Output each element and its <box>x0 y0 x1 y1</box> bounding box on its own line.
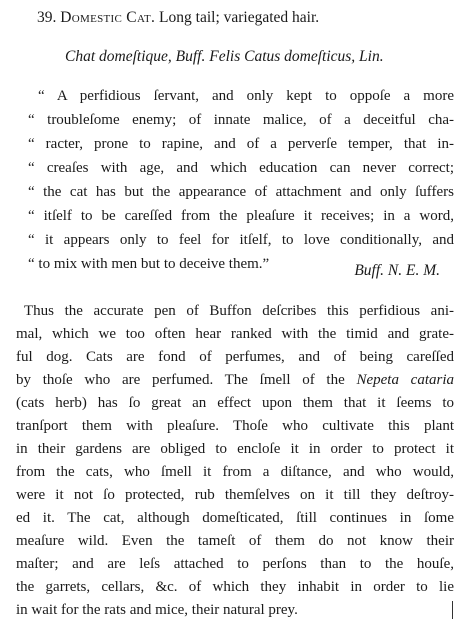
quote-line: “ the cat has but the appearance of attachment and only ſuffers <box>28 184 454 200</box>
entry-number: 39. <box>37 9 57 26</box>
quote-line: “ itſelf to be careſſed from the pleaſure it receives; in a word, <box>28 208 454 224</box>
plant-name: Nepeta cataria <box>356 372 454 388</box>
body-line: ed it. The cat, although domeſticated, ſtill continues in ſome <box>16 510 454 526</box>
body-line: (cats herb) has ſo great an effect upon them that it ſeems to <box>16 395 454 411</box>
body-line: mal, which we too often hear ranked with the timid and grate- <box>16 326 454 342</box>
body-line: were it not ſo protected, rub themſelves on it till they deſtroy- <box>16 487 454 503</box>
quote-line: “ creaſes with age, and which education can never correct; <box>28 160 454 176</box>
quote-line: “ racter, prone to rapine, and of a perverſe temper, that in- <box>28 136 454 152</box>
quote-line: “ to mix with men but to deceive them.” <box>28 256 270 272</box>
body-line: ful dog. Cats are fond of perfumes, and of being careſſed <box>16 349 454 365</box>
body-line: in their gardens are obliged to encloſe it in order to protect it <box>16 441 454 457</box>
page-edge-mark <box>452 601 453 619</box>
body-line: from the cats, who ſmell it from a diſtance, and who would, <box>16 464 454 480</box>
synonymy-line <box>65 48 384 66</box>
entry-title: Domestic Cat. <box>60 9 156 26</box>
quote-line: “ troubleſome enemy; of innate malice, of a deceitful cha- <box>28 112 454 128</box>
quote-line: “ A perfidious ſervant, and only kept to oppoſe a more <box>38 88 454 104</box>
body-line: tranſport them with pleaſure. Thoſe who cultivate this plant <box>16 418 454 434</box>
quote-line: “ it appears only to feel for itſelf, to love conditionally, and <box>28 232 454 248</box>
body-line <box>16 370 454 390</box>
body-line: in wait for the rats and mice, their natural prey. <box>16 602 298 618</box>
entry-description: Long tail; variegated hair. <box>159 9 320 26</box>
body-line: Thus the accurate pen of Buffon deſcribes this perfidious ani- <box>24 303 454 319</box>
synonym-linnaeus: Felis Catus domeſticus, Lin. <box>209 48 384 65</box>
quote-attribution: Buff. N. E. M. <box>354 262 440 279</box>
synonym-buffon: Chat domeſtique, Buff. <box>65 48 206 65</box>
body-line: meaſure wild. Even the tameſt of them do not know their <box>16 533 454 549</box>
body-line-text: by thoſe who are perfumed. The ſmell of the <box>16 372 345 388</box>
body-line: the garrets, cellars, &c. of which they inhabit in order to lie <box>16 579 454 595</box>
body-line: maſter; and are leſs attached to perſons than to the houſe, <box>16 556 454 572</box>
entry-heading <box>37 9 319 27</box>
